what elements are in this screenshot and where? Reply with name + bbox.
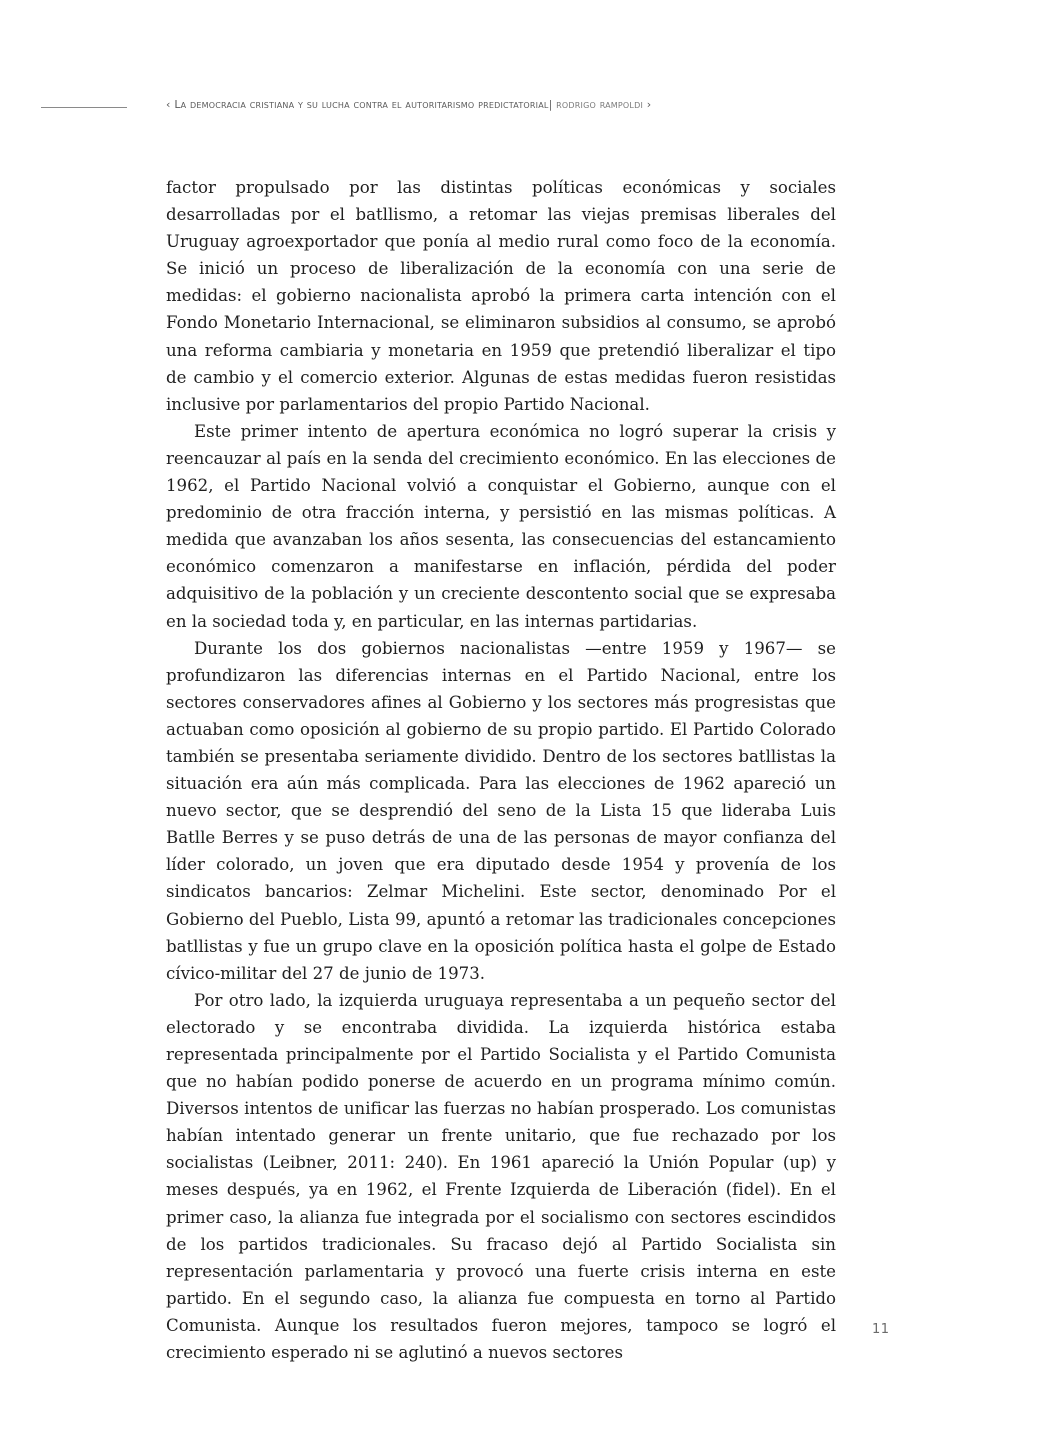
header-open-mark: ‹	[166, 98, 171, 111]
paragraph: Durante los dos gobiernos nacionalistas —entre 1959 y 1967— se profundizaron las diferencias internas en el Partido Nacional, entre los sectores conservadores afines al Gobierno y los sectores más progresistas que actuaban como oposición al gobierno de su propio partido. El Partido Colorado también se presentaba seriamente dividido. Dentro de los sectores batllistas la situación era aún más complicada. Para las elecciones de 1962 apareció un nuevo sector, que se desprendió del seno de la Lista 15 que lideraba Luis Batlle Berres y se puso detrás de una de las personas de mayor confianza del líder colorado, un joven que era diputado desde 1954 y provenía de los sindicatos bancarios: Zelmar Michelini. Este sector, denominado Por el Gobierno del Pueblo, Lista 99, apuntó a retomar las tradicionales concepciones batllistas y fue un grupo clave en la oposición política hasta el golpe de Estado cívico-militar del 27 de junio de 1973.	[166, 638, 836, 983]
paragraph: Por otro lado, la izquierda uruguaya representaba a un pequeño sector del electorado y se encontraba dividida. La izquierda histórica estaba representada principalmente por el Partido Socialista y el Partido Comunista que no habían podido ponerse de acuerdo en un programa mínimo común. Diversos intentos de unificar las fuerzas no habían prosperado. Los comunistas habían intentado generar un frente unitario, que fue rechazado por los socialistas (Leibner, 2011: 240). En 1961 apareció la Unión Popular (up) y meses después, ya en 1962, el Frente Izquierda de Liberación (fidel). En el primer caso, la alianza fue integrada por el socialismo con sectores escindidos de los partidos tradicionales. Su fracaso dejó al Partido Socialista sin representación parlamentaria y provocó una fuerte crisis interna en este partido. En el segundo caso, la alianza fue compuesta en torno al Partido Comunista. Aunque los resultados fueron mejores, tampoco se logró el crecimiento esperado ni se aglutinó a nuevos sectores	[166, 990, 836, 1363]
paragraph-continued: factor propulsado por las distintas políticas económicas y sociales desarrolladas por el batllismo, a retomar las viejas premisas liberales del Uruguay agroexportador que ponía al medio rural como foco de la economía. Se inició un proceso de liberalización de la economía con una serie de medidas: el gobierno nacionalista aprobó la primera carta intención con el Fondo Monetario Internacional, se eliminaron subsidios al consumo, se aprobó una reforma cambiaria y monetaria en 1959 que pretendió liberalizar el tipo de cambio y el comercio exterior. Algunas de estas medidas fueron resistidas inclusive por parlamentarios del propio Partido Nacional.	[166, 178, 836, 414]
header-separator: |	[548, 98, 553, 111]
paragraph: Este primer intento de apertura económica no logró superar la crisis y reencauzar al país en la senda del crecimiento económico. En las elecciones de 1962, el Partido Nacional volvió a conquistar el Gobierno, aunque con el predominio de otra fracción interna, y persistió en las mismas políticas. A medida que avanzaban los años sesenta, las consecuencias del estancamiento económico comenzaron a manifestarse en inflación, pérdida del poder adquisitivo de la población y un creciente descontento social que se expresaba en la sociedad toda y, en particular, en las internas partidarias.	[166, 421, 836, 631]
page-number: 11	[872, 1322, 890, 1337]
header-title: La democracia cristiana y su lucha contra el autoritarismo predictatorial	[174, 98, 549, 111]
body-text	[166, 174, 836, 1366]
running-header	[166, 98, 846, 111]
header-close-mark: ›	[646, 98, 652, 111]
header-author: rodrigo rampoldi	[556, 98, 644, 111]
header-rule	[41, 107, 127, 108]
